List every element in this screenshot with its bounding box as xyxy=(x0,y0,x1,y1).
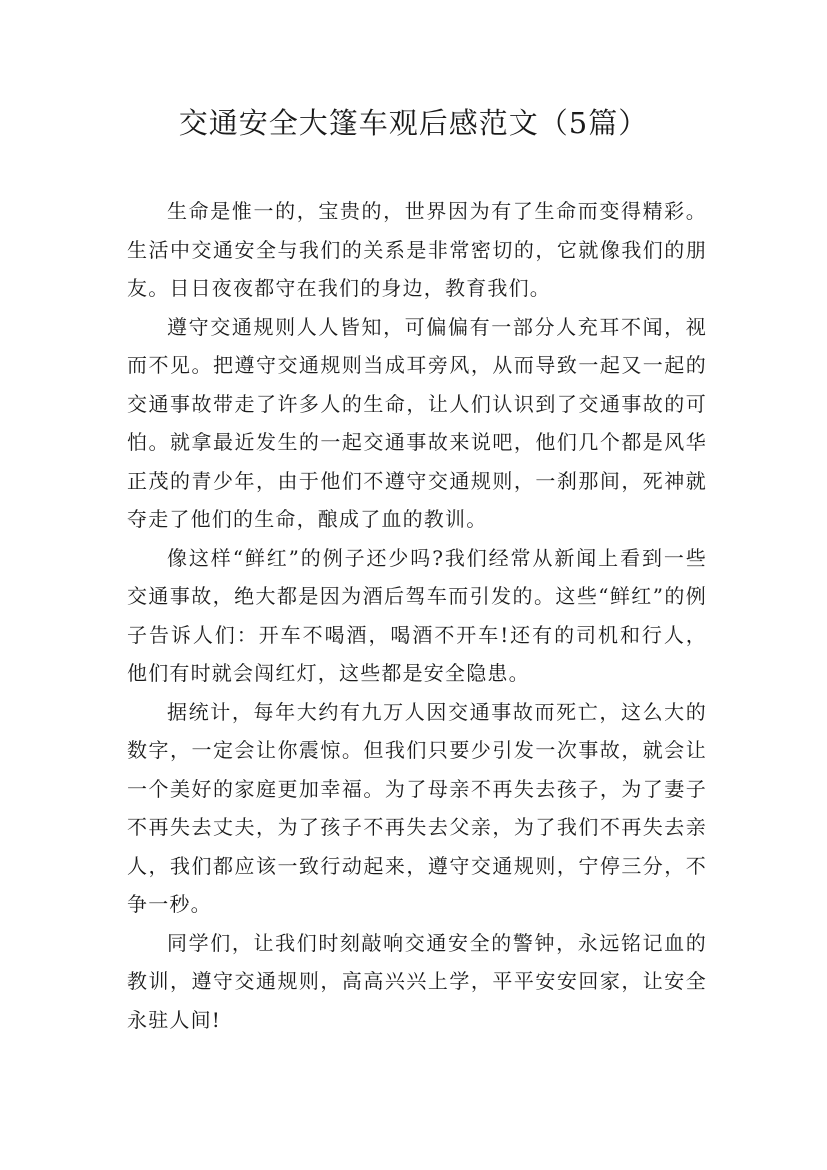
document-title: 交通安全大篷车观后感范文（5篇） xyxy=(178,106,649,140)
paragraph-5: 同学们，让我们时刻敲响交通安全的警钟，永远铭记血的教训，遵守交通规则，高高兴兴上学，平平安安回家，让安全永驻人间! xyxy=(127,930,707,1032)
document-body xyxy=(127,192,707,1039)
paragraph-1: 生命是惟一的，宝贵的，世界因为有了生命而变得精彩。生活中交通安全与我们的关系是非常密切的，它就像我们的朋友。日日夜夜都守在我们的身边，教育我们。 xyxy=(127,199,707,300)
paragraph-2: 遵守交通规则人人皆知，可偏偏有一部分人充耳不闻，视而不见。把遵守交通规则当成耳旁风，从而导致一起又一起的交通事故带走了许多人的生命，让人们认识到了交通事故的可怕。就拿最近发生的一起交通事故来说吧，他们几个都是风华正茂的青少年，由于他们不遵守交通规则，一刹那间，死神就夺走了他们的生命，酿成了血的教训。 xyxy=(127,314,707,531)
paragraph-3: 像这样“鲜红”的例子还少吗?我们经常从新闻上看到一些交通事故，绝大都是因为酒后驾车而引发的。这些“鲜红”的例子告诉人们：开车不喝酒，喝酒不开车!还有的司机和行人，他们有时就会闯红灯，这些都是安全隐患。 xyxy=(127,545,707,685)
paragraph-4: 据统计，每年大约有九万人因交通事故而死亡，这么大的数字，一定会让你震惊。但我们只要少引发一次事故，就会让一个美好的家庭更加幸福。为了母亲不再失去孩子，为了妻子不再失去丈夫，为了孩子不再失去父亲，为了我们不再失去亲人，我们都应该一致行动起来，遵守交通规则，宁停三分，不争一秒。 xyxy=(127,699,707,916)
